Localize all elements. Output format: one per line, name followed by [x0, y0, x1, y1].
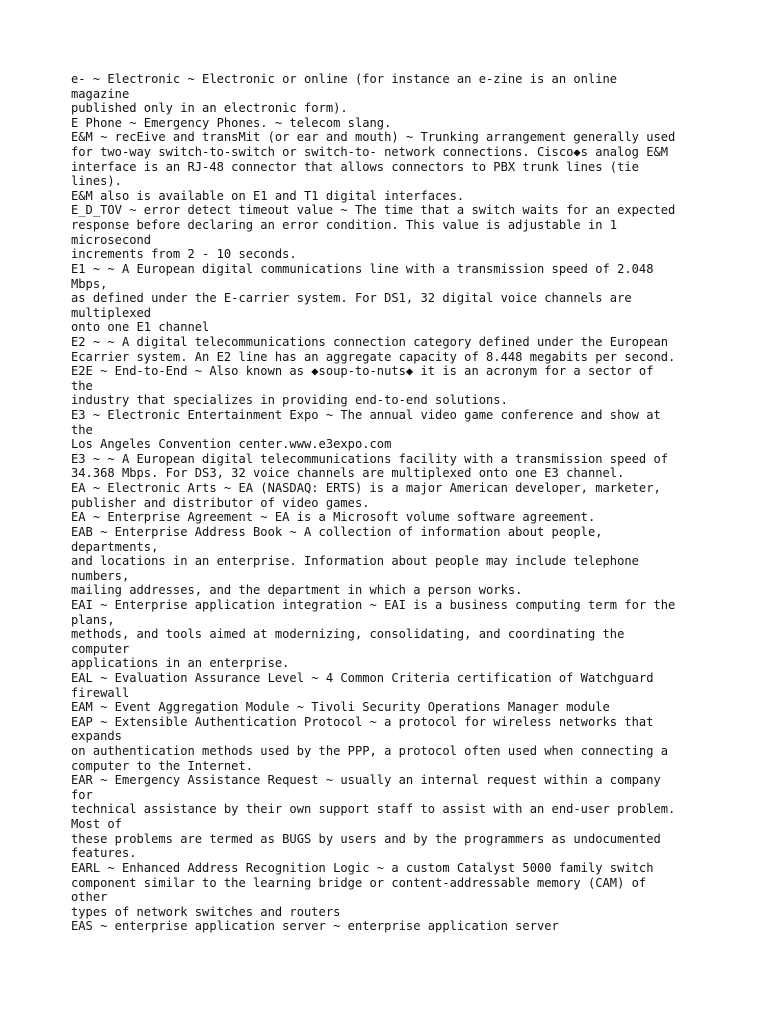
text-line: applications in an enterprise. [71, 656, 290, 671]
text-line: EA ~ Electronic Arts ~ EA (NASDAQ: ERTS) is a major American developer, marketer, [71, 481, 661, 496]
text-line: as defined under the E-carrier system. For DS1, 32 digital voice channels are [71, 291, 632, 306]
text-line: E Phone ~ Emergency Phones. ~ telecom slang. [71, 115, 392, 130]
text-line: Los Angeles Convention center.www.e3expo.com [71, 437, 392, 452]
text-line: EAL ~ Evaluation Assurance Level ~ 4 Common Criteria certification of Watchguard [71, 670, 654, 685]
text-line: EA ~ Enterprise Agreement ~ EA is a Microsoft volume software agreement. [71, 510, 596, 525]
text-line: E_D_TOV ~ error detect timeout value ~ The time that a switch waits for an expected [71, 203, 676, 218]
text-line: EAI ~ Enterprise application integration ~ EAI is a business computing term for the [71, 597, 676, 612]
text-line: features. [71, 846, 137, 861]
text-line: E&M ~ recEive and transMit (or ear and mouth) ~ Trunking arrangement generally used [71, 130, 676, 145]
text-line: E3 ~ Electronic Entertainment Expo ~ The annual video game conference and show at [71, 408, 661, 423]
text-line: e- ~ Electronic ~ Electronic or online (for instance an e-zine is an online [71, 72, 618, 86]
text-line: computer to the Internet. [71, 758, 254, 773]
text-line: Ecarrier system. An E2 line has an aggregate capacity of 8.448 megabits per second. [71, 349, 676, 364]
text-line: for two-way switch-to-switch or switch-to- network connections. Cisco◆s analog E&M [71, 145, 669, 160]
text-line: 34.368 Mbps. For DS3, 32 voice channels are multiplexed onto one E3 channel. [71, 466, 625, 481]
text-line: for [71, 787, 93, 802]
text-line: multiplexed [71, 305, 152, 320]
text-line: Mbps, [71, 276, 108, 291]
text-line: interface is an RJ-48 connector that allows connectors to PBX trunk lines (tie [71, 159, 639, 174]
text-line: E&M also is available on E1 and T1 digital interfaces. [71, 188, 465, 203]
text-line: response before declaring an error condition. This value is adjustable in 1 [71, 218, 618, 233]
document-page [71, 72, 761, 934]
text-line: E1 ~ ~ A European digital communications line with a transmission speed of 2.048 [71, 261, 654, 276]
text-line: E2E ~ End-to-End ~ Also known as ◆soup-to-nuts◆ it is an acronym for a sector of [71, 364, 654, 379]
text-line: EAP ~ Extensible Authentication Protocol ~ a protocol for wireless networks that [71, 714, 654, 729]
text-line: EAS ~ enterprise application server ~ enterprise application server [71, 919, 559, 934]
text-line: departments, [71, 539, 159, 554]
text-line: and locations in an enterprise. Information about people may include telephone [71, 554, 639, 569]
text-line: industry that specializes in providing end-to-end solutions. [71, 393, 508, 408]
text-line: increments from 2 - 10 seconds. [71, 247, 297, 262]
text-line: types of network switches and routers [71, 904, 341, 919]
text-line: EARL ~ Enhanced Address Recognition Logic ~ a custom Catalyst 5000 family switch [71, 860, 654, 875]
text-line: technical assistance by their own support staff to assist with an end-user problem. [71, 802, 676, 817]
text-line: on authentication methods used by the PPP, a protocol often used when connecting a [71, 744, 669, 759]
text-line: computer [71, 641, 130, 656]
text-line: expands [71, 729, 122, 744]
text-line: component similar to the learning bridge or content-addressable memory (CAM) of [71, 875, 647, 890]
text-line: the [71, 422, 93, 437]
text-line: microsecond [71, 232, 152, 247]
text-line: EAB ~ Enterprise Address Book ~ A collection of information about people, [71, 524, 603, 539]
text-line: publisher and distributor of video games. [71, 495, 370, 510]
text-line: E2 ~ ~ A digital telecommunications connection category defined under the European [71, 334, 669, 349]
text-line: EAM ~ Event Aggregation Module ~ Tivoli Security Operations Manager module [71, 700, 610, 715]
text-line: E3 ~ ~ A European digital telecommunications facility with a transmission speed of [71, 451, 669, 466]
text-line: the [71, 378, 93, 393]
text-line: EAR ~ Emergency Assistance Request ~ usually an internal request within a company [71, 773, 661, 788]
text-line: published only in an electronic form). [71, 101, 348, 116]
text-line: these problems are termed as BUGS by users and by the programmers as undocumented [71, 831, 661, 846]
text-line: onto one E1 channel [71, 320, 210, 335]
text-line: mailing addresses, and the department in which a person works. [71, 583, 523, 598]
text-line: lines). [71, 174, 122, 189]
text-line: magazine [71, 86, 130, 101]
text-line: methods, and tools aimed at modernizing, consolidating, and coordinating the [71, 627, 625, 642]
text-line: firewall [71, 685, 130, 700]
text-line: plans, [71, 612, 115, 627]
text-line: Most of [71, 817, 122, 832]
text-line: numbers, [71, 568, 130, 583]
text-line: other [71, 890, 108, 905]
